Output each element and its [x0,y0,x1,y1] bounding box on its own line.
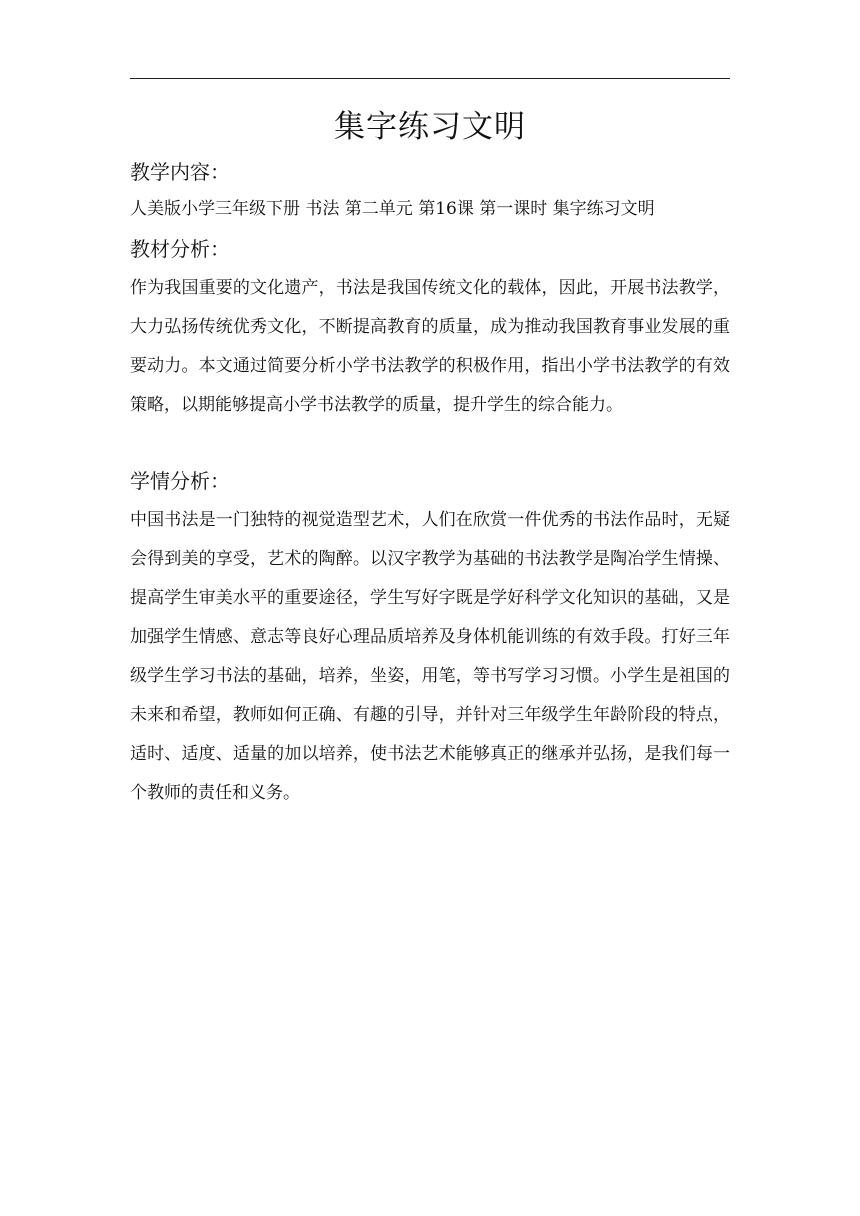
section-heading: 学情分析： [130,469,230,493]
section-body: 人美版小学三年级下册 书法 第二单元 第16课 第一课时 集字练习文明 [130,199,655,219]
header-rule [130,78,730,79]
document-title: 集字练习文明 [334,109,526,145]
section-teaching-content [130,154,730,229]
section-textbook-analysis [130,231,730,425]
section-heading: 教学内容： [130,160,230,184]
section-body: 中国书法是一门独特的视觉造型艺术，人们在欣赏一件优秀的书法作品时，无疑会得到美的享受，艺术的陶醉。以汉字教学为基础的书法教学是陶冶学生情操、提高学生审美水平的重要途径，学生写好字既是学好科学文化知识的基础，又是加强学生情感、意志等良好心理品质培养及身体机能训练的有效手段。打好三年级学生学习书法的基础，培养，坐姿，用笔，等书写学习习惯。小学生是祖国的未来和希望，教师如何正确、有趣的引导，并针对三年级学生年龄阶段的特点，适时、适度、适量的加以培养，使书法艺术能够真正的继承并弘扬，是我们每一个教师的责任和义务。 [130,510,730,803]
blank-line [130,425,730,463]
section-student-analysis [130,463,730,813]
section-heading: 教材分析： [130,237,230,261]
section-body: 作为我国重要的文化遗产，书法是我国传统文化的载体，因此，开展书法教学，大力弘扬传统优秀文化，不断提高教育的质量，成为推动我国教育事业发展的重要动力。本文通过简要分析小学书法教学的积极作用，指出小学书法教学的有效策略，以期能够提高小学书法教学的质量，提升学生的综合能力。 [130,278,730,415]
document-content [130,100,730,813]
